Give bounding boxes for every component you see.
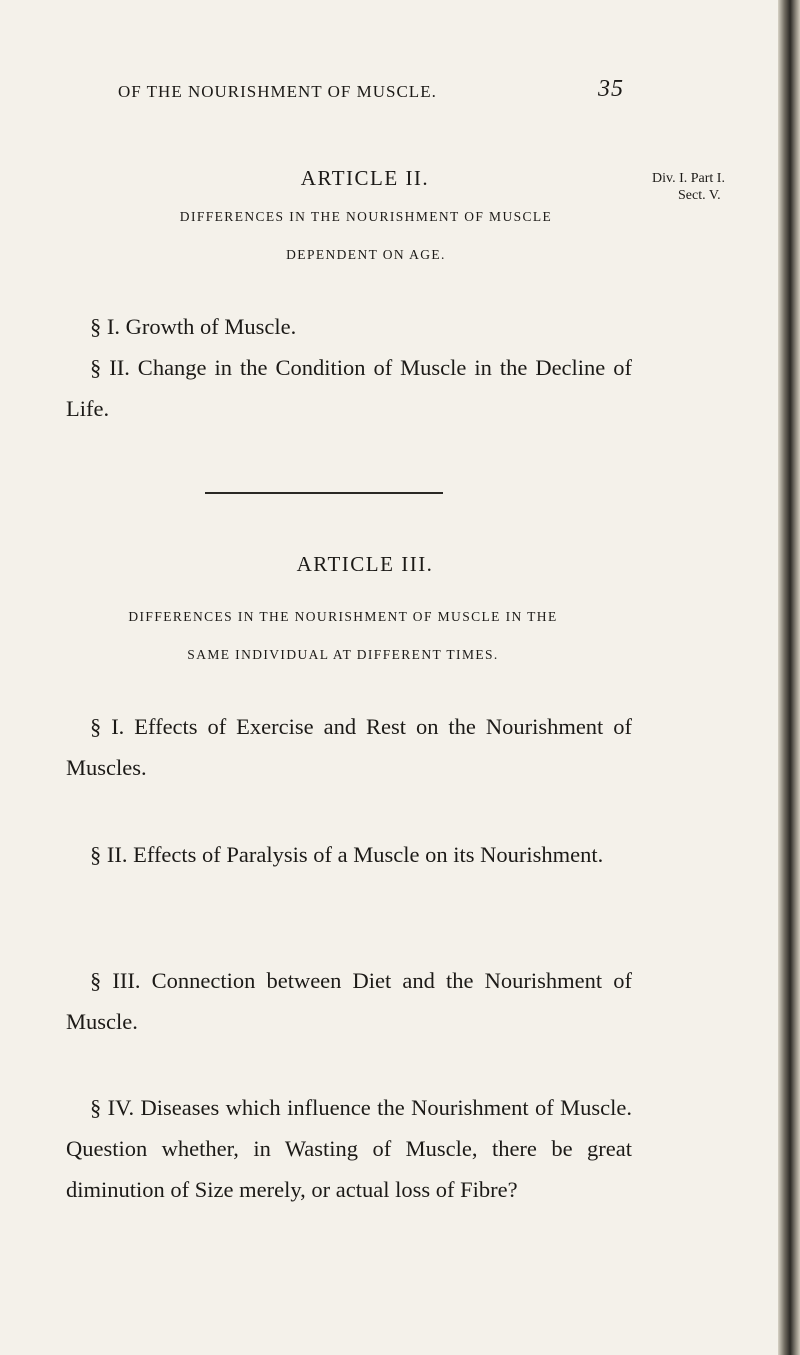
section-divider (205, 492, 443, 494)
article-3-section-3: § III. Connection between Diet and the Nourishment of Muscle. (66, 968, 632, 1034)
article-2-section-1: § I. Growth of Muscle. (90, 314, 297, 339)
margin-note-line-1: Div. I. Part I. (652, 171, 725, 186)
article-2-subheading-line-2: DEPENDENT ON AGE. (286, 247, 446, 262)
article-3-section-1: § I. Effects of Exercise and Rest on the Nourishment of Muscles. (66, 714, 632, 780)
article-2-subheading-line-1: DIFFERENCES IN THE NOURISHMENT OF MUSCLE (179, 209, 553, 224)
running-head-title: OF THE NOURISHMENT OF MUSCLE. (118, 82, 437, 101)
article-3-section-2: § II. Effects of Paralysis of a Muscle on its Nourishment. (90, 842, 604, 867)
page-number: 35 (598, 76, 624, 102)
article-2-subheading (100, 198, 632, 274)
article-3-section-4: § IV. Diseases which influence the Nourishment of Muscle. Question whether, in Wasting of Muscle, there be great diminution of Size merely, or actual loss of Fibre? (66, 1095, 632, 1202)
article-3-subheading (40, 598, 646, 674)
article-3-heading: ARTICLE III. (296, 552, 434, 576)
article-2-section-2: § II. Change in the Condition of Muscle in the Decline of Life. (66, 355, 632, 421)
article-3-subheading-line-1: DIFFERENCES IN THE NOURISHMENT OF MUSCLE IN THE (128, 609, 558, 624)
margin-note-line-2: Sect. V. (678, 188, 721, 203)
article-3-subheading-line-2: SAME INDIVIDUAL AT DIFFERENT TIMES. (187, 647, 499, 662)
running-head (118, 76, 624, 106)
article-2-heading: ARTICLE II. (300, 166, 430, 190)
